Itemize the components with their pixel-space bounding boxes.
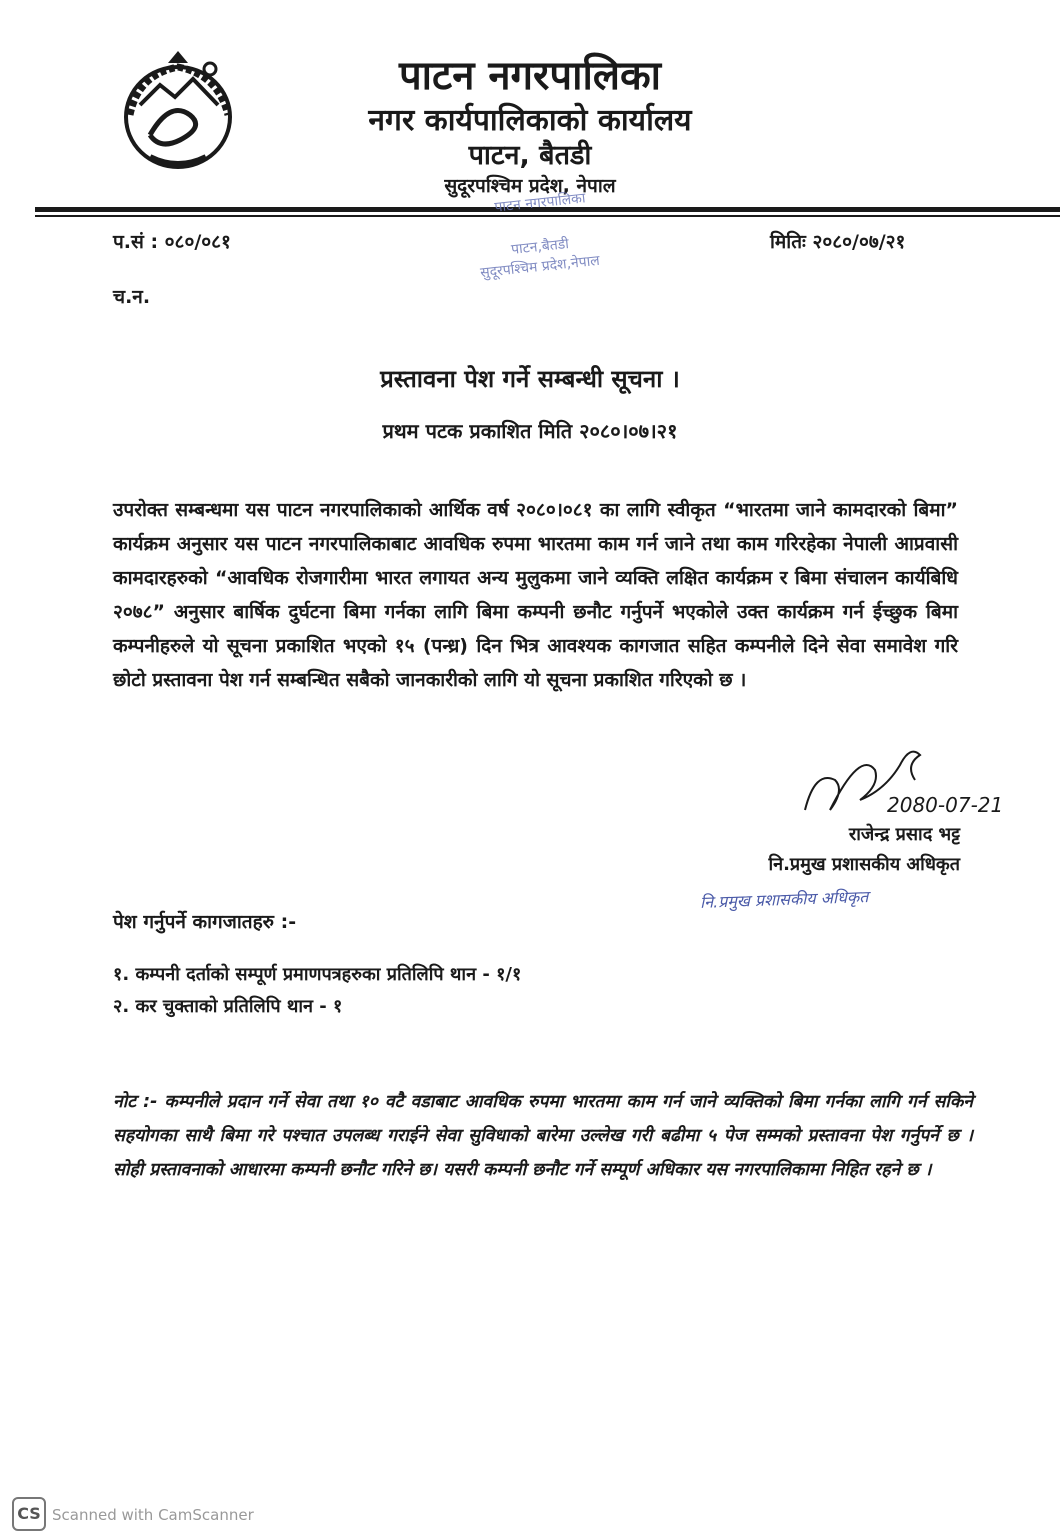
camscanner-logo: CS [12, 1497, 46, 1531]
handwritten-signature [795, 740, 1004, 830]
province-name: सुदूरपश्चिम प्रदेश, नेपाल [444, 175, 616, 197]
signatory-name: राजेन्द्र प्रसाद भट्ट [848, 824, 960, 845]
document-item: १. कम्पनी दर्ताको सम्पूर्ण प्रमाणपत्रहरुका प्रतिलिपि थान - १/१ [113, 964, 522, 985]
dispatch-number: च.न. [113, 286, 151, 308]
reference-number: प.सं : ०८०/०८१ [113, 231, 231, 253]
notice-note: नोट :- कम्पनीले प्रदान गर्ने सेवा तथा १० वटै वडाबाट आवधिक रुपमा भारतमा काम गर्न जाने व्यक्तिको बिमा गर्नका लागि गर्न सकिने सहयोगका साथै बिमा गरे पश्चात उपलब्ध गराईने सेवा सुविधाको बारेमा उल्लेख गरी बढीमा ५ पेज सम्मको प्रस्तावना पेश गर्नुपर्ने छ । सोही प्रस्तावनाको आधारमा कम्पनी छनौट गरिने छ। यसरी कम्पनी छनौट गर्ने सम्पूर्ण अधिकार यस नगरपालिकामा निहित रहने छ । [113, 1092, 973, 1180]
document-item: २. कर चुक्ताको प्रतिलिपि थान - १ [113, 996, 343, 1017]
signatory-stamp: नि.प्रमुख प्रशासकीय अधिकृत [699, 887, 869, 912]
camscanner-watermark: Scanned with CamScanner [52, 1506, 254, 1524]
stamp-line-3: सुदूरपश्चिम प्रदेश,नेपाल [479, 252, 601, 282]
office-stamp [440, 190, 640, 300]
office-location: पाटन, बैतडी [468, 140, 592, 171]
office-name: नगर कार्यपालिकाको कार्यालय [368, 103, 692, 138]
org-name: पाटन नगरपालिका [398, 53, 662, 99]
notice-body: उपरोक्त सम्बन्धमा यस पाटन नगरपालिकाको आर्थिक वर्ष २०८०।०८१ का लागि स्वीकृत “भारतमा जाने कामदारको बिमा” कार्यक्रम अनुसार यस पाटन नगरपालिकाबाट आवधिक रुपमा भारतमा काम गर्न जाने तथा काम गरिरहेका नेपाली आप्रवासी कामदारहरुको “आवधिक रोजगारीमा भारत लगायत अन्य मुलुकमा जाने व्यक्ति लक्षित कार्यक्रम र बिमा संचालन कार्यबिधि २०७८” अनुसार बार्षिक दुर्घटना बिमा गर्नका लागि बिमा कम्पनी छनौट गर्नुपर्ने भएकोले उक्त कार्यक्रम गर्न ईच्छुक बिमा कम्पनीहरुले यो सूचना प्रकाशित भएको १५ (पन्ध्र) दिन भित्र आवश्यक कागजात सहित कम्पनीले दिने सेवा समावेश गरि छोटो प्रस्तावना पेश गर्न सम्बन्धित सबैको जानकारीको लागि यो सूचना प्रकाशित गरिएको छ । [113, 499, 958, 691]
signature-date: 2080-07-21 [887, 793, 1004, 817]
first-published-date: प्रथम पटक प्रकाशित मिति २०८०।०७।२१ [382, 419, 678, 443]
documents-heading: पेश गर्नुपर्ने कागजातहरु :- [113, 911, 297, 933]
nepal-emblem-icon [110, 45, 250, 180]
stamp-line-1: पाटन नगरपालिका [493, 190, 587, 216]
notice-subject: प्रस्तावना पेश गर्ने सम्बन्धी सूचना । [380, 365, 680, 393]
letter-date: मितिः २०८०/०७/२१ [770, 231, 906, 253]
stamp-line-2: पाटन,बैतडी [510, 236, 570, 258]
signatory-title: नि.प्रमुख प्रशासकीय अधिकृत [768, 854, 960, 875]
